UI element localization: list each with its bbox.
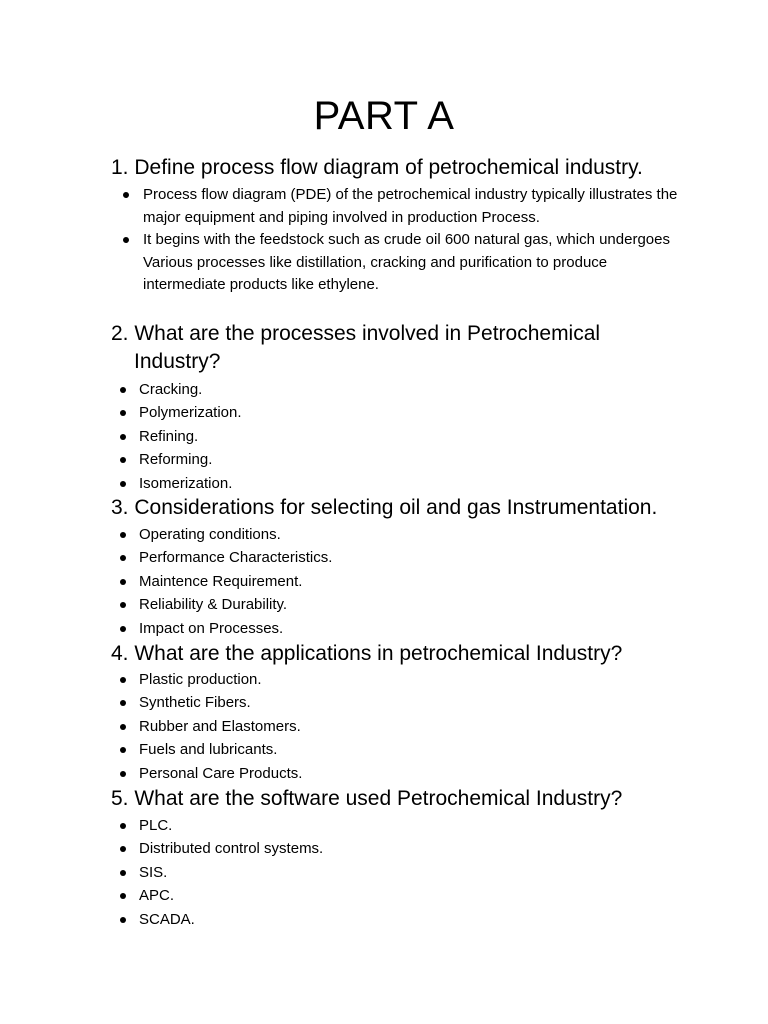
list-item: Performance Characteristics. xyxy=(111,546,691,569)
bullet-icon xyxy=(120,917,126,923)
list-item: Rubber and Elastomers. xyxy=(111,715,691,738)
list-item: Refining. xyxy=(111,425,691,448)
page-title: PART A xyxy=(313,94,455,138)
question-2-line-1: 2. What are the processes involved in Petrochemical xyxy=(111,322,601,345)
question-2 xyxy=(111,320,691,376)
bullet-icon xyxy=(120,700,126,706)
list-item: Polymerization. xyxy=(111,401,691,424)
bullet-icon xyxy=(120,823,126,829)
bullet-icon xyxy=(120,747,126,753)
bullet-icon xyxy=(120,677,126,683)
list-item: Distributed control systems. xyxy=(111,837,691,860)
answer-list-3 xyxy=(111,523,691,640)
list-item: It begins with the feedstock such as crude oil 600 natural gas, which undergoes Various processes like distillation, cracking and purification to produce intermediate products like ethylene. xyxy=(111,229,691,297)
question-4: 4. What are the applications in petrochemical Industry? xyxy=(111,642,623,665)
answer-list-5 xyxy=(111,814,691,931)
list-item: SIS. xyxy=(111,861,691,884)
list-item: Process flow diagram (PDE) of the petrochemical industry typically illustrates the major equipment and piping involved in production Process. xyxy=(111,184,691,229)
bullet-icon xyxy=(120,532,126,538)
list-item: PLC. xyxy=(111,814,691,837)
bullet-icon xyxy=(120,602,126,608)
bullet-icon xyxy=(120,410,126,416)
bullet-icon xyxy=(120,846,126,852)
answer-list-1 xyxy=(111,184,691,297)
bullet-icon xyxy=(120,893,126,899)
list-item: SCADA. xyxy=(111,908,691,931)
question-2-line-2: Industry? xyxy=(134,350,221,373)
question-3: 3. Considerations for selecting oil and gas Instrumentation. xyxy=(111,496,658,519)
bullet-icon xyxy=(120,387,126,393)
list-item: Plastic production. xyxy=(111,668,691,691)
bullet-icon xyxy=(120,579,126,585)
bullet-icon xyxy=(120,870,126,876)
list-item: APC. xyxy=(111,884,691,907)
bullet-icon xyxy=(120,481,126,487)
bullet-icon xyxy=(123,192,129,198)
list-item: Maintence Requirement. xyxy=(111,570,691,593)
list-item: Reliability & Durability. xyxy=(111,593,691,616)
list-item: Personal Care Products. xyxy=(111,762,691,785)
question-5: 5. What are the software used Petrochemical Industry? xyxy=(111,787,623,810)
bullet-icon xyxy=(120,434,126,440)
answer-list-2 xyxy=(111,378,691,495)
bullet-icon xyxy=(120,771,126,777)
list-item: Reforming. xyxy=(111,448,691,471)
list-item: Isomerization. xyxy=(111,472,691,495)
answer-list-4 xyxy=(111,668,691,785)
bullet-icon xyxy=(120,555,126,561)
bullet-icon xyxy=(120,457,126,463)
bullet-icon xyxy=(123,237,129,243)
question-1: 1. Define process flow diagram of petrochemical industry. xyxy=(111,156,643,179)
bullet-icon xyxy=(120,626,126,632)
bullet-icon xyxy=(120,724,126,730)
list-item: Operating conditions. xyxy=(111,523,691,546)
list-item: Synthetic Fibers. xyxy=(111,691,691,714)
list-item: Impact on Processes. xyxy=(111,617,691,640)
list-item: Cracking. xyxy=(111,378,691,401)
list-item: Fuels and lubricants. xyxy=(111,738,691,761)
